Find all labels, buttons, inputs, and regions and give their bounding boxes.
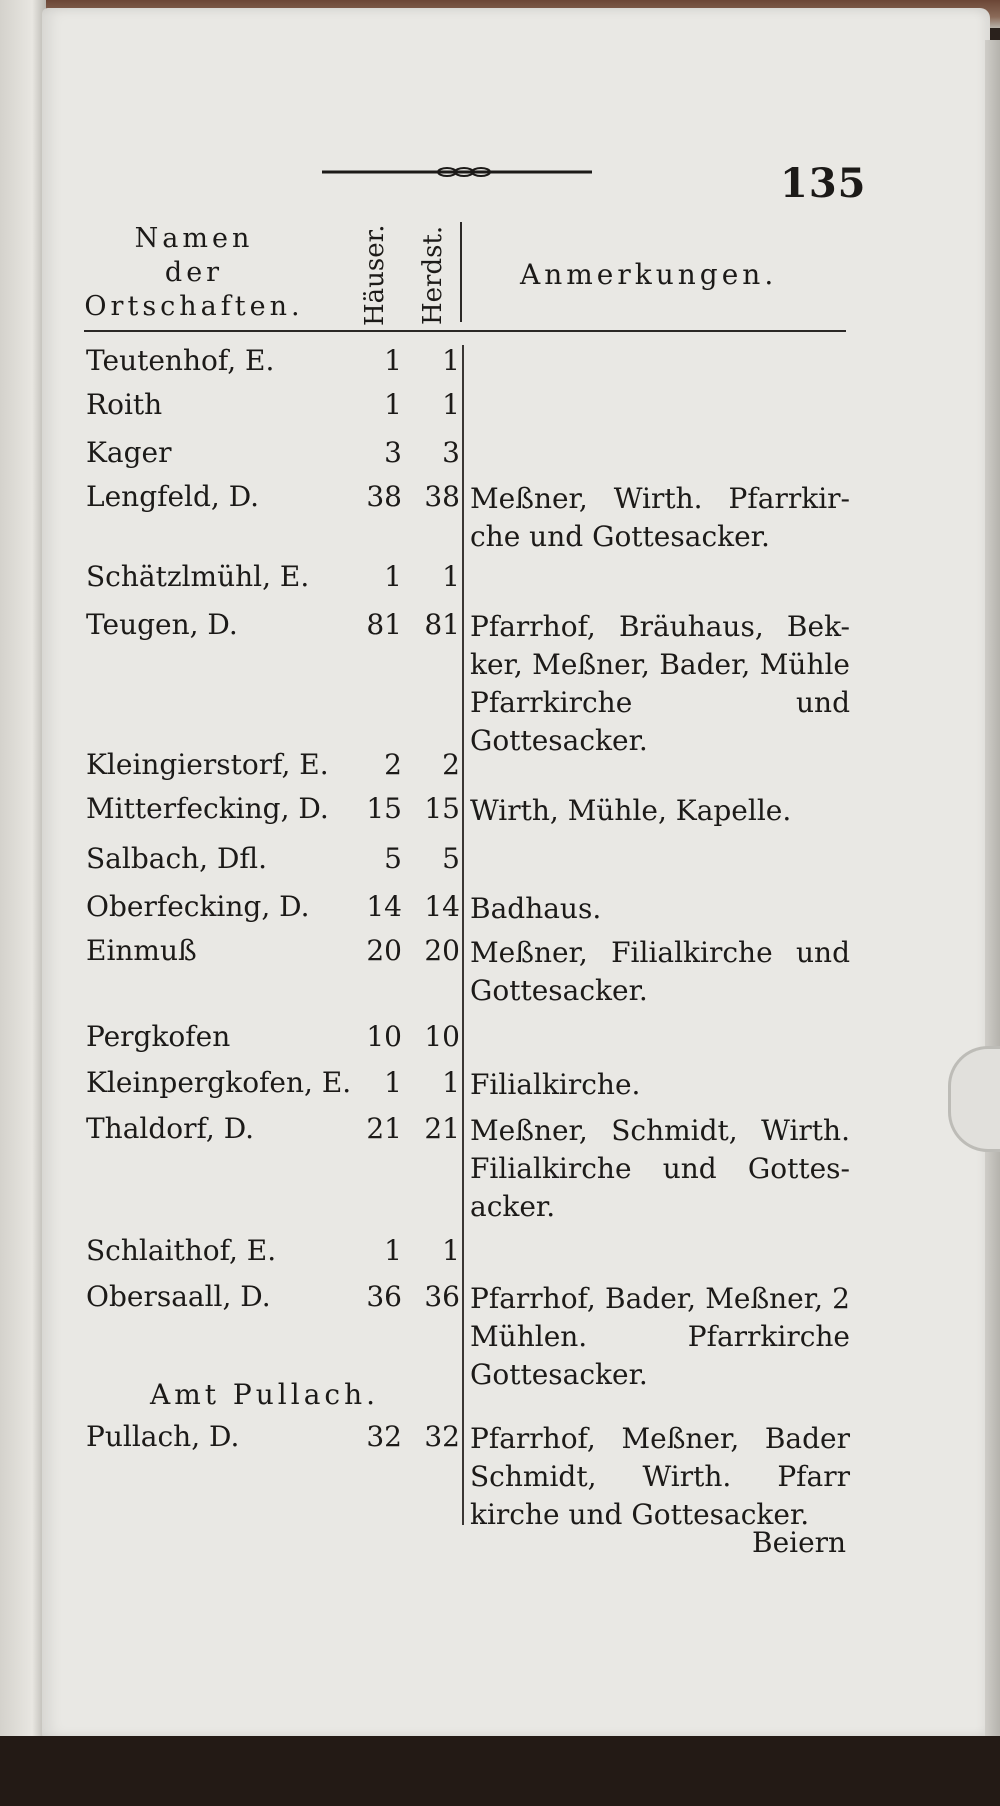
place-name: Roith (86, 388, 163, 421)
houses-count: 32 (366, 1420, 402, 1453)
column-header-hearths: Herdst. (418, 225, 448, 325)
houses-count: 2 (384, 748, 402, 781)
hearths-count: 14 (424, 890, 460, 923)
houses-count: 1 (384, 388, 402, 421)
houses-count: 21 (366, 1112, 402, 1145)
houses-count: 1 (384, 1234, 402, 1267)
hearths-count: 10 (424, 1020, 460, 1053)
place-name: Teugen, D. (86, 608, 238, 641)
houses-count: 1 (384, 560, 402, 593)
houses-count: 1 (384, 1066, 402, 1099)
place-name: Pergkofen (86, 1020, 231, 1053)
header-names-line2: der (164, 257, 224, 288)
hearths-count: 3 (442, 436, 460, 469)
header-names-line3: Ortschaften. (84, 291, 304, 322)
hearths-count: 38 (424, 480, 460, 513)
houses-count: 38 (366, 480, 402, 513)
houses-count: 5 (384, 842, 402, 875)
hearths-count: 15 (424, 792, 460, 825)
place-name: Salbach, Dfl. (86, 842, 267, 875)
hearths-count: 1 (442, 388, 460, 421)
hearths-count: 36 (424, 1280, 460, 1313)
houses-count: 15 (366, 792, 402, 825)
hearths-count: 1 (442, 560, 460, 593)
hearths-count: 1 (442, 1234, 460, 1267)
column-header-remarks: Anmerkungen. (520, 258, 778, 291)
place-name: Kleinpergkofen, E. (86, 1066, 352, 1099)
hearths-count: 1 (442, 1066, 460, 1099)
column-header-houses: Häuser. (360, 224, 390, 326)
hearths-count: 5 (442, 842, 460, 875)
page-number: 135 (780, 160, 867, 207)
houses-count: 3 (384, 436, 402, 469)
hearths-count: 21 (424, 1112, 460, 1145)
place-remarks: Wirth, Mühle, Kapelle. (470, 794, 792, 827)
place-name: Schlaithof, E. (86, 1234, 277, 1267)
houses-count: 20 (366, 934, 402, 967)
houses-count: 36 (366, 1280, 402, 1313)
place-remarks: Meßner, Wirth. Pfarrkir-che und Gottesacker. (470, 482, 850, 553)
place-remarks: Meßner, Schmidt, Wirth. Filialkirche und Gottes-acker. (470, 1114, 850, 1223)
houses-count: 14 (366, 890, 402, 923)
place-remarks: Meßner, Filialkirche und Gottesacker. (470, 936, 850, 1007)
place-remarks: Badhaus. (470, 892, 602, 925)
place-name: Kager (86, 436, 172, 469)
place-name: Teutenhof, E. (86, 344, 275, 377)
place-remarks: Pfarrhof, Bader, Meßner, 2 Mühlen. Pfarrkirche Gottesacker. (470, 1282, 850, 1391)
section-heading: Amt Pullach. (150, 1378, 380, 1411)
houses-count: 1 (384, 344, 402, 377)
hearths-count: 81 (424, 608, 460, 641)
hearths-count: 32 (424, 1420, 460, 1453)
place-name: Schätzlmühl, E. (86, 560, 310, 593)
hearths-count: 1 (442, 344, 460, 377)
hearths-count: 2 (442, 748, 460, 781)
houses-count: 81 (366, 608, 402, 641)
catchword: Beiern (752, 1526, 847, 1559)
header-names-line1: Namen (134, 223, 254, 254)
place-name: Pullach, D. (86, 1420, 240, 1453)
place-name: Thaldorf, D. (86, 1112, 255, 1145)
place-name: Einmuß (86, 934, 197, 967)
place-remarks: Filialkirche. (470, 1068, 641, 1101)
place-name: Kleingierstorf, E. (86, 748, 329, 781)
place-remarks: Pfarrhof, Bräuhaus, Bek-ker, Meßner, Bader, Mühle Pfarrkirche und Gottesacker. (470, 610, 850, 757)
place-name: Lengfeld, D. (86, 480, 260, 513)
place-remarks: Pfarrhof, Meßner, Bader Schmidt, Wirth. Pfarr kirche und Gottesacker. (470, 1422, 850, 1531)
houses-count: 10 (366, 1020, 402, 1053)
place-name: Mitterfecking, D. (86, 792, 329, 825)
place-name: Obersaall, D. (86, 1280, 271, 1313)
hearths-count: 20 (424, 934, 460, 967)
place-name: Oberfecking, D. (86, 890, 310, 923)
